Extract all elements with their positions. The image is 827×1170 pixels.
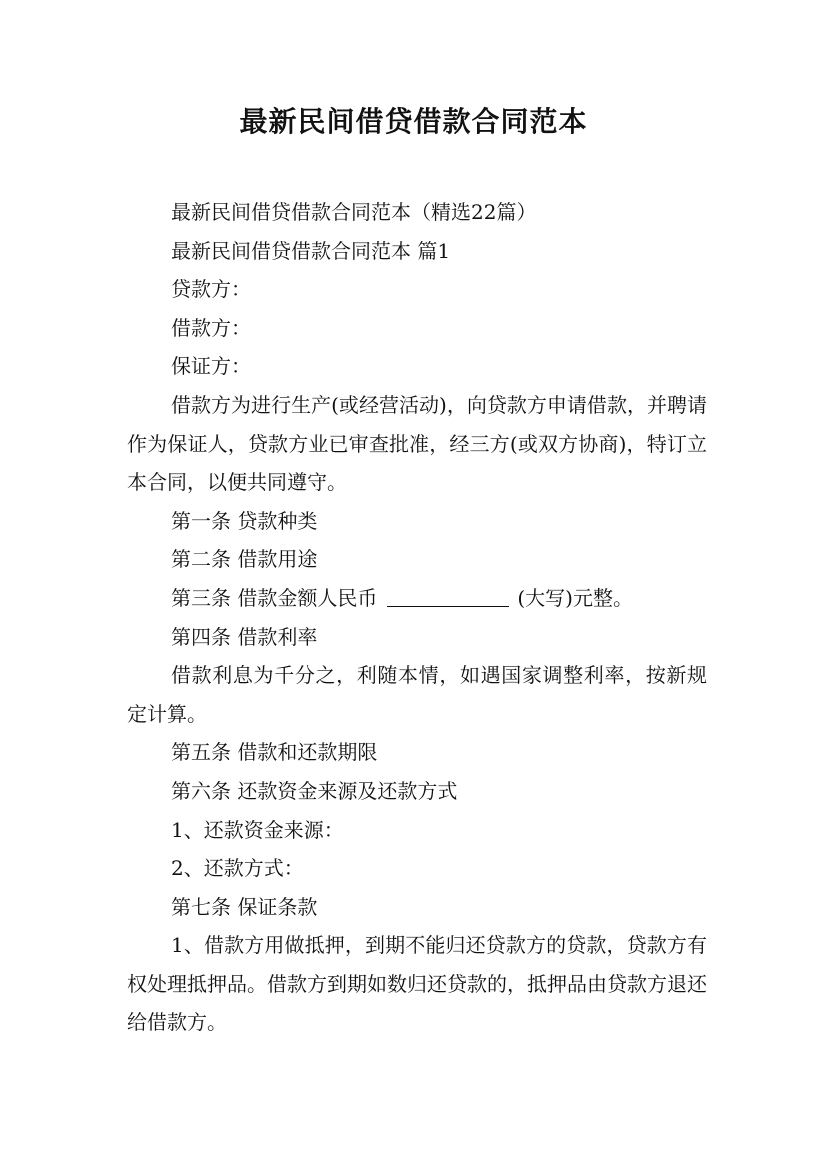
interest-paragraph: 借款利息为千分之，利随本情，如遇国家调整利率，按新规定计算。 xyxy=(127,663,707,726)
section-heading: 最新民间借贷借款合同范本 篇1 xyxy=(171,238,451,263)
amount-blank-line xyxy=(387,586,509,607)
guarantor-label: 保证方： xyxy=(171,354,251,379)
article-5: 第五条 借款和还款期限 xyxy=(171,740,378,765)
article-3-prefix: 第三条 借款金额人民币 xyxy=(171,585,378,610)
article-7: 第七条 保证条款 xyxy=(171,894,318,919)
document-title: 最新民间借贷借款合同范本 xyxy=(239,105,588,138)
article-6-item-2: 2、还款方式： xyxy=(171,856,304,881)
preamble-paragraph: 借款方为进行生产(或经营活动)，向贷款方申请借款，并聘请作为保证人，贷款方业已审查批准，经三方(或双方协商)，特订立本合同，以便共同遵守。 xyxy=(127,392,707,495)
article-1: 第一条 贷款种类 xyxy=(171,508,318,533)
lender-label: 贷款方： xyxy=(171,277,251,302)
borrower-label: 借款方： xyxy=(171,315,251,340)
article-4: 第四条 借款利率 xyxy=(171,624,318,649)
article-3 xyxy=(127,579,707,618)
article-7-item-1: 1、借款方用做抵押，到期不能归还贷款方的贷款，贷款方有权处理抵押品。借款方到期如数归还贷款的，抵押品由贷款方退还给借款方。 xyxy=(127,933,707,1035)
document-body xyxy=(127,193,707,1042)
article-2: 第二条 借款用途 xyxy=(171,547,318,572)
article-3-suffix: (大写)元整。 xyxy=(517,585,633,610)
article-6-item-1: 1、还款资金来源： xyxy=(171,817,344,842)
subtitle: 最新民间借贷借款合同范本（精选22篇） xyxy=(171,200,537,224)
article-6: 第六条 还款资金来源及还款方式 xyxy=(171,778,458,803)
